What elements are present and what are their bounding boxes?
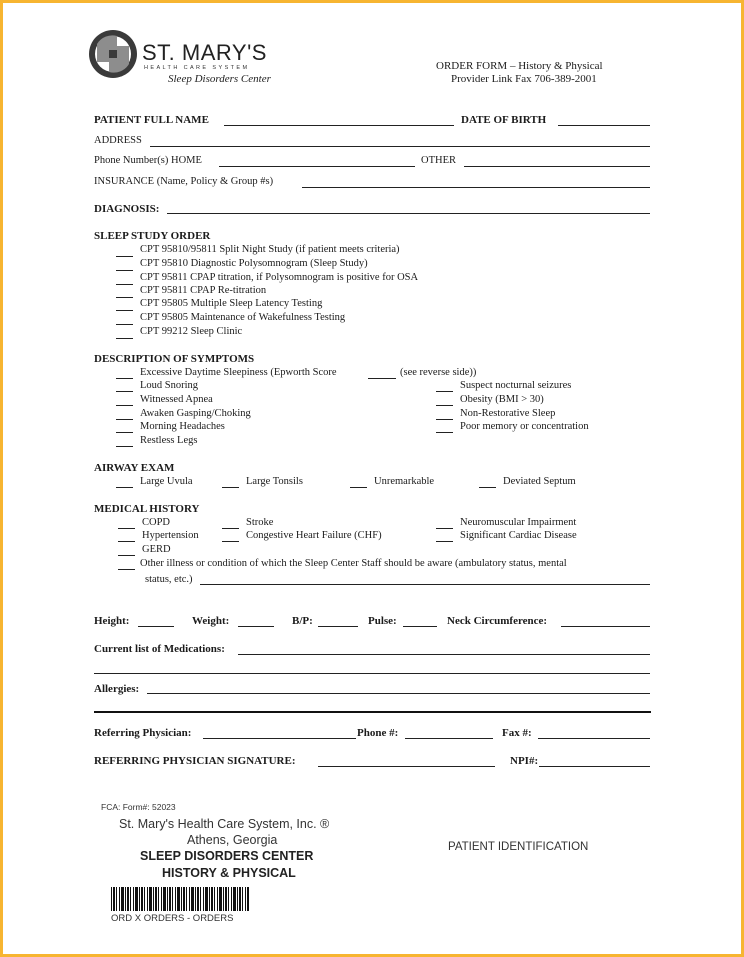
checkbox-blank[interactable]: [116, 419, 133, 420]
section-divider: [94, 711, 651, 713]
neck-label: Neck Circumference:: [447, 615, 548, 627]
symptom-item: Witnessed Apnea: [140, 394, 213, 405]
epworth-suffix: (see reverse side)): [400, 367, 477, 378]
address-label: ADDRESS: [94, 135, 142, 146]
bp-label: B/P:: [292, 615, 313, 627]
symptom-item: Obesity (BMI > 30): [460, 394, 544, 405]
checkbox-blank[interactable]: [118, 555, 135, 556]
referring-physician-field[interactable]: [203, 738, 356, 739]
checkbox-blank[interactable]: [436, 541, 453, 542]
st-marys-logo-icon: [87, 28, 139, 80]
bp-field[interactable]: [318, 626, 358, 627]
medications-field[interactable]: [238, 654, 650, 655]
center-name: SLEEP DISORDERS CENTER: [140, 849, 314, 863]
history-item: COPD: [142, 517, 171, 528]
medications-field-2[interactable]: [94, 673, 650, 674]
sleep-study-item: CPT 95805 Maintenance of Wakefulness Testing: [140, 312, 346, 323]
checkbox-blank[interactable]: [118, 541, 135, 542]
checkbox-blank[interactable]: [116, 432, 133, 433]
phone-other-field[interactable]: [464, 166, 650, 167]
height-field[interactable]: [138, 626, 174, 627]
history-item: Neuromuscular Impairment: [460, 517, 577, 528]
patient-name-label: PATIENT FULL NAME: [94, 114, 209, 126]
phone-label: Phone #:: [357, 727, 399, 739]
airway-heading: AIRWAY EXAM: [94, 462, 175, 474]
checkbox-blank[interactable]: [116, 378, 133, 379]
history-item: GERD: [142, 544, 171, 555]
barcode-icon: [111, 887, 249, 911]
history-item: Stroke: [246, 517, 274, 528]
allergies-field[interactable]: [147, 693, 650, 694]
logo-subtitle: HEALTH CARE SYSTEM: [144, 65, 250, 71]
symptom-item: Awaken Gasping/Choking: [140, 408, 251, 419]
checkbox-blank[interactable]: [116, 405, 133, 406]
org-name: St. Mary's Health Care System, Inc. ®: [119, 817, 330, 831]
sleep-study-item: CPT 99212 Sleep Clinic: [140, 326, 243, 337]
history-item: Hypertension: [142, 530, 199, 541]
checkbox-blank[interactable]: [116, 391, 133, 392]
checkbox-blank[interactable]: [479, 487, 496, 488]
symptom-item: Poor memory or concentration: [460, 421, 589, 432]
phone-home-label: Phone Number(s) HOME: [94, 155, 202, 166]
other-condition-field[interactable]: [200, 584, 650, 585]
checkbox-blank[interactable]: [116, 324, 133, 325]
barcode-caption: ORD X ORDERS - ORDERS: [111, 913, 234, 924]
checkbox-blank[interactable]: [116, 338, 133, 339]
airway-item: Deviated Septum: [503, 476, 576, 487]
sleep-study-item: CPT 95810/95811 Split Night Study (if patient meets criteria): [140, 244, 400, 255]
checkbox-blank[interactable]: [222, 528, 239, 529]
other-condition-label: Other illness or condition of which the Sleep Center Staff should be aware (ambulatory status, mental: [140, 558, 567, 569]
checkbox-blank[interactable]: [436, 405, 453, 406]
history-item: Significant Cardiac Disease: [460, 530, 577, 541]
symptoms-heading: DESCRIPTION OF SYMPTOMS: [94, 353, 255, 365]
patient-id-label: PATIENT IDENTIFICATION: [448, 841, 589, 853]
referring-physician-label: Referring Physician:: [94, 727, 192, 739]
dob-label: DATE OF BIRTH: [461, 114, 547, 126]
medical-history-heading: MEDICAL HISTORY: [94, 503, 200, 515]
checkbox-blank[interactable]: [350, 487, 367, 488]
diagnosis-label: DIAGNOSIS:: [94, 203, 160, 215]
logo-tagline: Sleep Disorders Center: [168, 73, 271, 85]
epworth-score-field[interactable]: [368, 378, 396, 379]
checkbox-blank[interactable]: [118, 569, 135, 570]
logo-title: ST. MARY'S: [142, 40, 267, 65]
symptom-item: Morning Headaches: [140, 421, 225, 432]
sleep-study-item: CPT 95811 CPAP Re-titration: [140, 285, 267, 296]
signature-label: REFERRING PHYSICIAN SIGNATURE:: [94, 755, 296, 767]
pulse-label: Pulse:: [368, 615, 397, 627]
npi-field[interactable]: [539, 766, 650, 767]
airway-item: Unremarkable: [374, 476, 435, 487]
fax-line: Provider Link Fax 706-389-2001: [451, 73, 597, 85]
height-label: Height:: [94, 615, 130, 627]
epworth-label: Excessive Daytime Sleepiness (Epworth Score: [140, 367, 337, 378]
history-item: Congestive Heart Failure (CHF): [246, 530, 382, 541]
fax-field[interactable]: [538, 738, 650, 739]
symptom-item: Restless Legs: [140, 435, 198, 446]
checkbox-blank[interactable]: [118, 528, 135, 529]
sleep-study-item: CPT 95810 Diagnostic Polysomnogram (Sleep Study): [140, 258, 368, 269]
symptom-item: Suspect nocturnal seizures: [460, 380, 572, 391]
airway-item: Large Tonsils: [246, 476, 303, 487]
checkbox-blank[interactable]: [116, 270, 133, 271]
weight-field[interactable]: [238, 626, 274, 627]
checkbox-blank[interactable]: [222, 541, 239, 542]
phone-field[interactable]: [405, 738, 493, 739]
phone-other-label: OTHER: [421, 155, 456, 166]
symptom-item: Loud Snoring: [140, 380, 199, 391]
sleep-study-item: CPT 95811 CPAP titration, if Polysomnogram is positive for OSA: [140, 272, 419, 283]
address-field[interactable]: [150, 146, 650, 147]
checkbox-blank[interactable]: [116, 446, 133, 447]
checkbox-blank[interactable]: [436, 419, 453, 420]
allergies-label: Allergies:: [94, 683, 140, 695]
org-location: Athens, Georgia: [187, 833, 278, 847]
checkbox-blank[interactable]: [436, 528, 453, 529]
phone-home-field[interactable]: [219, 166, 415, 167]
diagnosis-field[interactable]: [167, 213, 650, 214]
checkbox-blank[interactable]: [116, 284, 133, 285]
checkbox-blank[interactable]: [116, 487, 133, 488]
form-title: ORDER FORM – History & Physical: [436, 60, 603, 72]
checkbox-blank[interactable]: [436, 391, 453, 392]
checkbox-blank[interactable]: [116, 310, 133, 311]
sleep-study-heading: SLEEP STUDY ORDER: [94, 230, 211, 242]
checkbox-blank[interactable]: [436, 432, 453, 433]
doc-title: HISTORY & PHYSICAL: [162, 866, 296, 880]
form-code: FCA: Form#: 52023: [101, 802, 176, 812]
dob-field[interactable]: [558, 125, 650, 126]
signature-field[interactable]: [318, 766, 495, 767]
patient-name-field[interactable]: [224, 125, 454, 126]
neck-field[interactable]: [561, 626, 650, 627]
checkbox-blank[interactable]: [116, 297, 133, 298]
symptom-item: Non-Restorative Sleep: [460, 408, 556, 419]
airway-item: Large Uvula: [140, 476, 193, 487]
insurance-label: INSURANCE (Name, Policy & Group #s): [94, 176, 274, 187]
other-condition-label-2: status, etc.): [145, 574, 193, 585]
npi-label: NPI#:: [510, 755, 539, 767]
pulse-field[interactable]: [403, 626, 437, 627]
sleep-study-item: CPT 95805 Multiple Sleep Latency Testing: [140, 298, 323, 309]
fax-label: Fax #:: [502, 727, 532, 739]
medications-label: Current list of Medications:: [94, 643, 225, 655]
checkbox-blank[interactable]: [116, 256, 133, 257]
weight-label: Weight:: [192, 615, 230, 627]
insurance-field[interactable]: [302, 187, 650, 188]
checkbox-blank[interactable]: [222, 487, 239, 488]
